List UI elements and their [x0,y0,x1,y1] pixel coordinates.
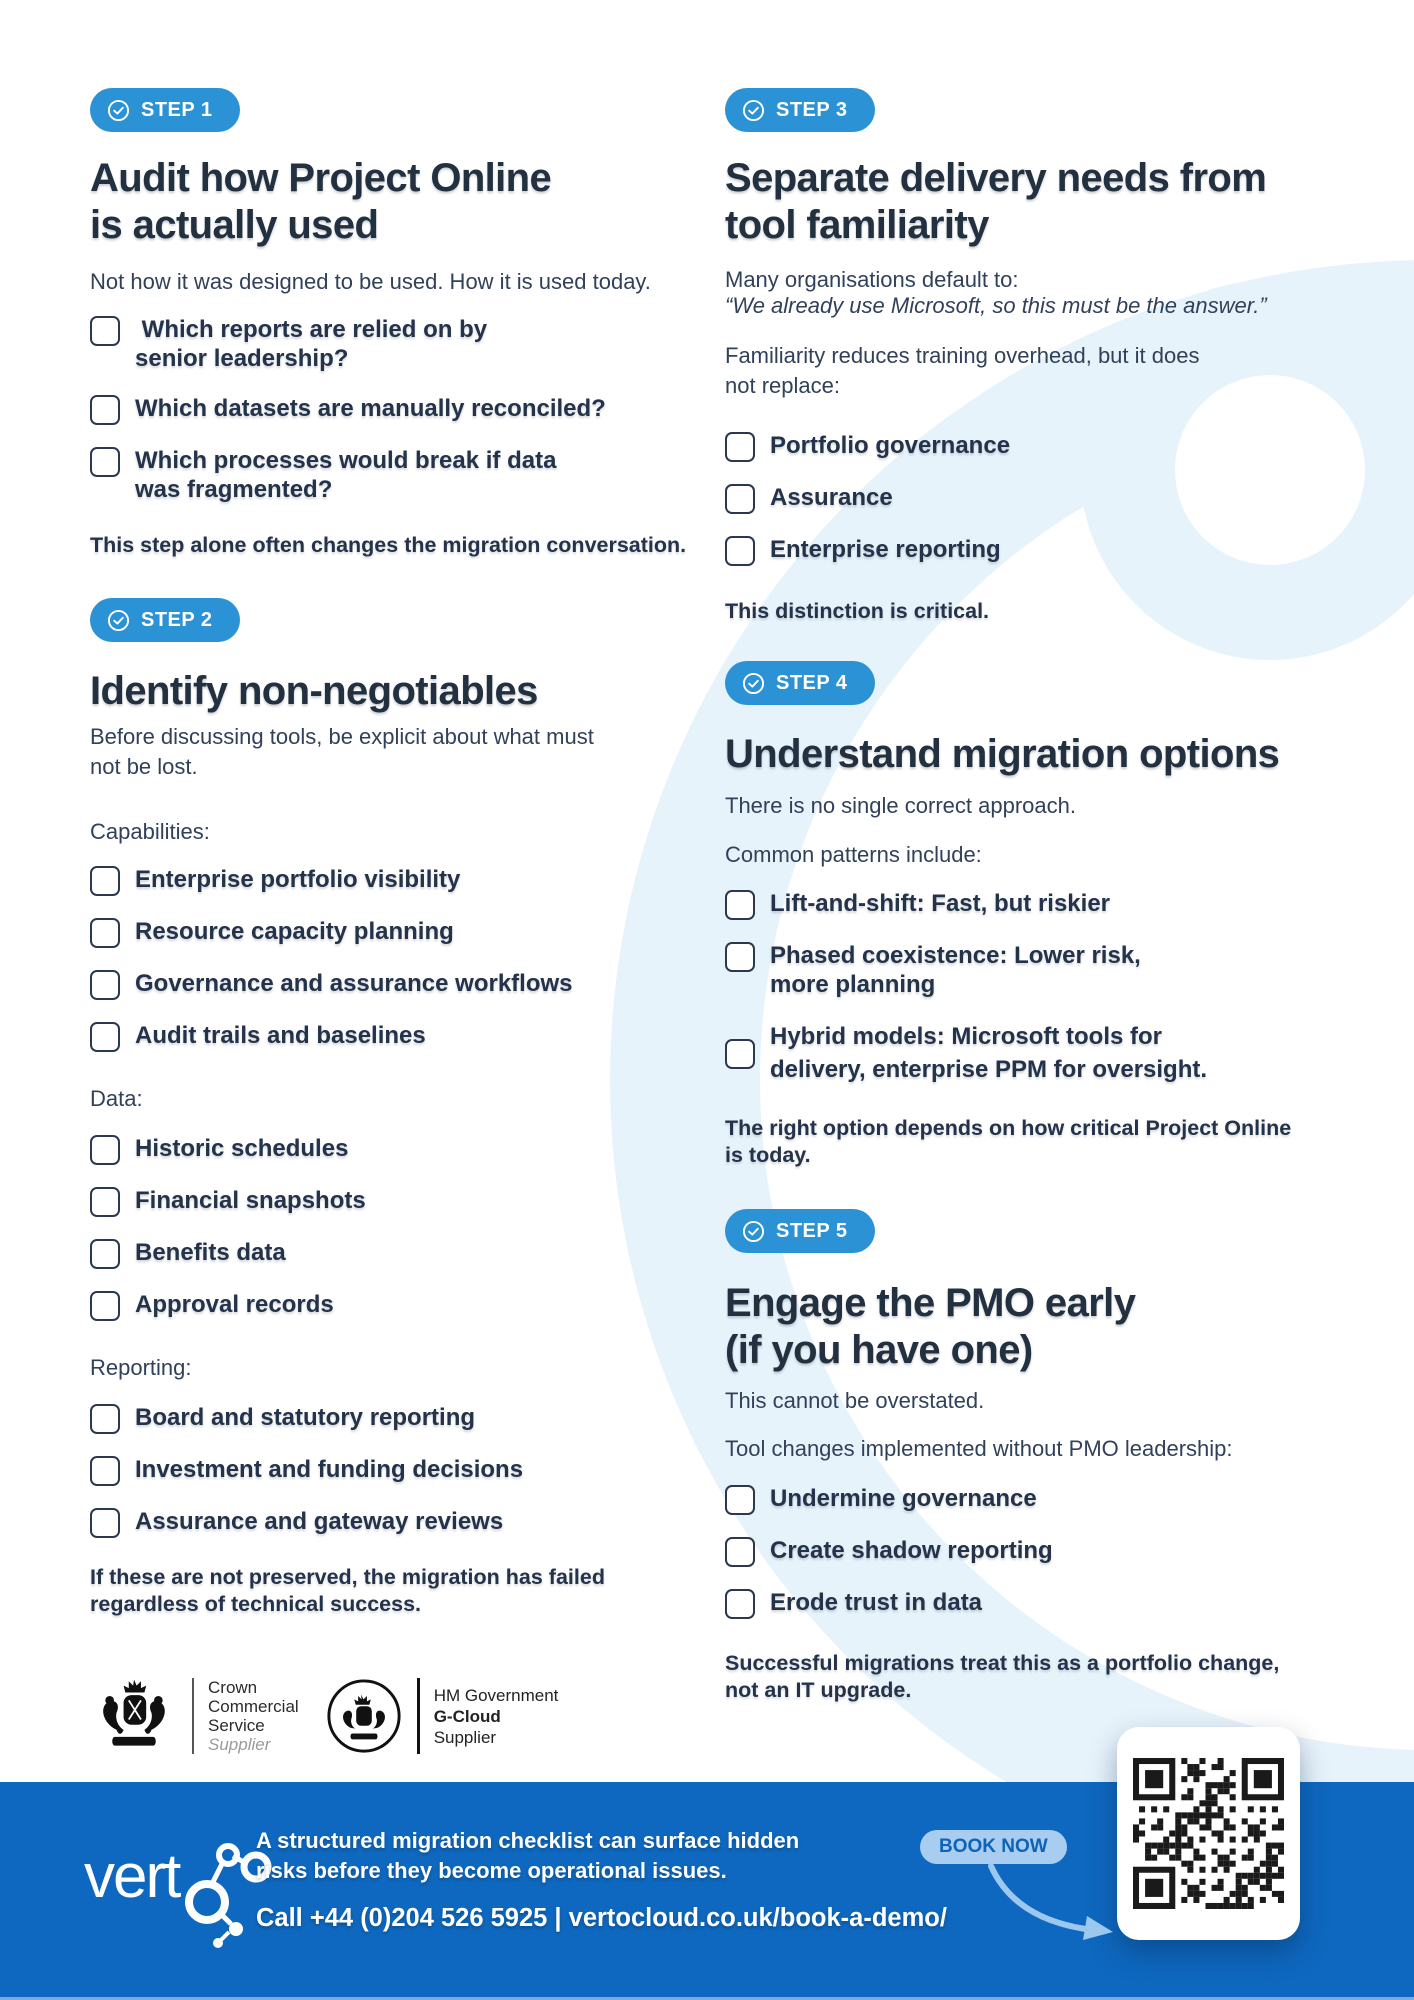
step5-checklist [725,1484,1370,1619]
capabilities-label: Capabilities: [90,819,210,844]
qr-code [1133,1758,1284,1909]
checkbox[interactable] [725,1589,755,1619]
step1-checklist [90,315,710,504]
reporting-checklist [90,1403,710,1538]
ccs-line: Service [208,1716,265,1735]
step1-intro: Not how it was designed to be used. How it is used today. [90,269,651,294]
checklist-item: Historic schedules [90,1134,710,1165]
qr-code-card [1117,1727,1300,1940]
step2-badge-label: STEP 2 [141,608,213,631]
checklist-item: Audit trails and baselines [90,1021,710,1052]
step2-intro: Before discussing tools, be explicit about what must not be lost. [90,724,594,779]
checkbox[interactable] [725,1537,755,1567]
checklist-item: Which processes would break if data was fragmented? [90,446,710,504]
accreditation-logos [90,1676,710,1756]
data-checklist [90,1134,710,1321]
step4-intro: There is no single correct approach. [725,793,1076,818]
step4-badge [725,661,875,705]
verto-logo [84,1834,273,1950]
step2-note: If these are not preserved, the migration has failed regardless of technical success. [90,1565,605,1616]
step3-badge-label: STEP 3 [776,98,848,121]
step4-checklist [725,889,1370,1086]
hm-government-roundel-icon [325,1677,403,1755]
step1-badge-label: STEP 1 [141,98,213,121]
step3-note: This distinction is critical. [725,599,990,623]
checkbox[interactable] [90,1508,120,1538]
checklist-item: Hybrid models: Microsoft tools for delivery, enterprise PPM for oversight. [725,1020,1370,1086]
checkbox[interactable] [90,866,120,896]
step5-title: Engage the PMO early (if you have one) [725,1281,1136,1372]
step1-badge [90,88,240,132]
checklist-item: Resource capacity planning [90,917,710,948]
step2-badge [90,598,240,642]
checkbox[interactable] [90,1404,120,1434]
gcloud-name: G-Cloud [433,1706,501,1726]
checklist-item: Which reports are relied on by senior leadership? [90,315,710,373]
checkbox[interactable] [90,1291,120,1321]
checkbox[interactable] [90,447,120,477]
microsoft-quote: “We already use Microsoft, so this must be the answer.” [725,293,1267,318]
ccs-supplier: Supplier [208,1735,271,1754]
check-circle-icon [107,99,130,122]
check-circle-icon [742,672,765,695]
checkbox[interactable] [90,395,120,425]
right-column [725,88,1370,1704]
checklist-item: Benefits data [90,1238,710,1269]
checklist-item: Board and statutory reporting [90,1403,710,1434]
gcloud-supplier-logo [325,1677,559,1755]
checklist-item: Create shadow reporting [725,1536,1370,1567]
checkbox[interactable] [90,918,120,948]
checkbox[interactable] [725,536,755,566]
check-circle-icon [107,609,130,632]
checklist-item: Which datasets are manually reconciled? [90,394,710,425]
checkbox[interactable] [725,432,755,462]
checklist-item: Portfolio governance [725,431,1370,462]
crown-commercial-service-logo [90,1676,299,1756]
data-label: Data: [90,1086,143,1111]
step3-checklist [725,431,1370,566]
checkbox[interactable] [90,316,120,346]
check-circle-icon [742,1220,765,1243]
checkbox[interactable] [90,1187,120,1217]
left-column [90,88,710,1756]
verto-logo-text: vert [84,1842,180,1911]
gcloud-supplier: Supplier [433,1727,497,1747]
step1-note: This step alone often changes the migration conversation. [90,533,687,557]
ccs-line: Crown [208,1678,258,1697]
curved-arrow-icon [983,1862,1123,1947]
checklist-item: Erode trust in data [725,1588,1370,1619]
checklist-item: Financial snapshots [90,1186,710,1217]
check-circle-icon [742,99,765,122]
step4-sub: Common patterns include: [725,842,982,867]
step5-sub: Tool changes implemented without PMO leadership: [725,1436,1233,1461]
step4-note: The right option depends on how critical Project Online is today. [725,1116,1292,1167]
step5-badge [725,1209,875,1253]
checkbox[interactable] [90,1239,120,1269]
checkbox[interactable] [725,1485,755,1515]
step3-lead: Many organisations default to: “We already use Microsoft, so this must be the answer.” [725,267,1370,319]
footer-message: A structured migration checklist can surface hidden risks before they become operational issues. [256,1828,800,1883]
checklist-item: Enterprise reporting [725,535,1370,566]
checklist-item: Lift-and-shift: Fast, but riskier [725,889,1370,920]
footer-contact[interactable]: Call +44 (0)204 526 5925 | vertocloud.co.uk/book-a-demo/ [256,1904,947,1932]
book-now-button[interactable]: BOOK NOW [920,1830,1067,1864]
capabilities-checklist [90,865,710,1052]
step1-title: Audit how Project Online is actually used [90,156,552,247]
royal-coat-of-arms-icon [90,1676,178,1756]
step3-body: Familiarity reduces training overhead, but it does not replace: [725,343,1200,398]
checkbox[interactable] [725,1039,755,1069]
ccs-line: Commercial [208,1697,299,1716]
checklist-item: Undermine governance [725,1484,1370,1515]
step5-note: Successful migrations treat this as a portfolio change, not an IT upgrade. [725,1651,1280,1702]
checkbox[interactable] [725,942,755,972]
step3-badge [725,88,875,132]
reporting-label: Reporting: [90,1355,192,1380]
step4-badge-label: STEP 4 [776,671,848,694]
logo-divider [192,1678,194,1754]
gcloud-line: HM Government [433,1685,559,1705]
step3-title: Separate delivery needs from tool familiarity [725,156,1267,247]
checklist-item: Investment and funding decisions [90,1455,710,1486]
checklist-item: Approval records [90,1290,710,1321]
logo-divider [417,1678,420,1754]
checkbox[interactable] [90,1456,120,1486]
checkbox[interactable] [725,484,755,514]
checkbox[interactable] [90,1135,120,1165]
checkbox[interactable] [90,1022,120,1052]
checkbox[interactable] [90,970,120,1000]
step5-badge-label: STEP 5 [776,1219,848,1242]
step5-intro: This cannot be overstated. [725,1388,985,1413]
checklist-item: Enterprise portfolio visibility [90,865,710,896]
step2-title: Identify non-negotiables [90,669,538,713]
checklist-item: Governance and assurance workflows [90,969,710,1000]
step4-title: Understand migration options [725,732,1280,776]
checklist-item: Assurance and gateway reviews [90,1507,710,1538]
checklist-item: Assurance [725,483,1370,514]
checklist-item: Phased coexistence: Lower risk, more planning [725,941,1370,999]
checkbox[interactable] [725,890,755,920]
